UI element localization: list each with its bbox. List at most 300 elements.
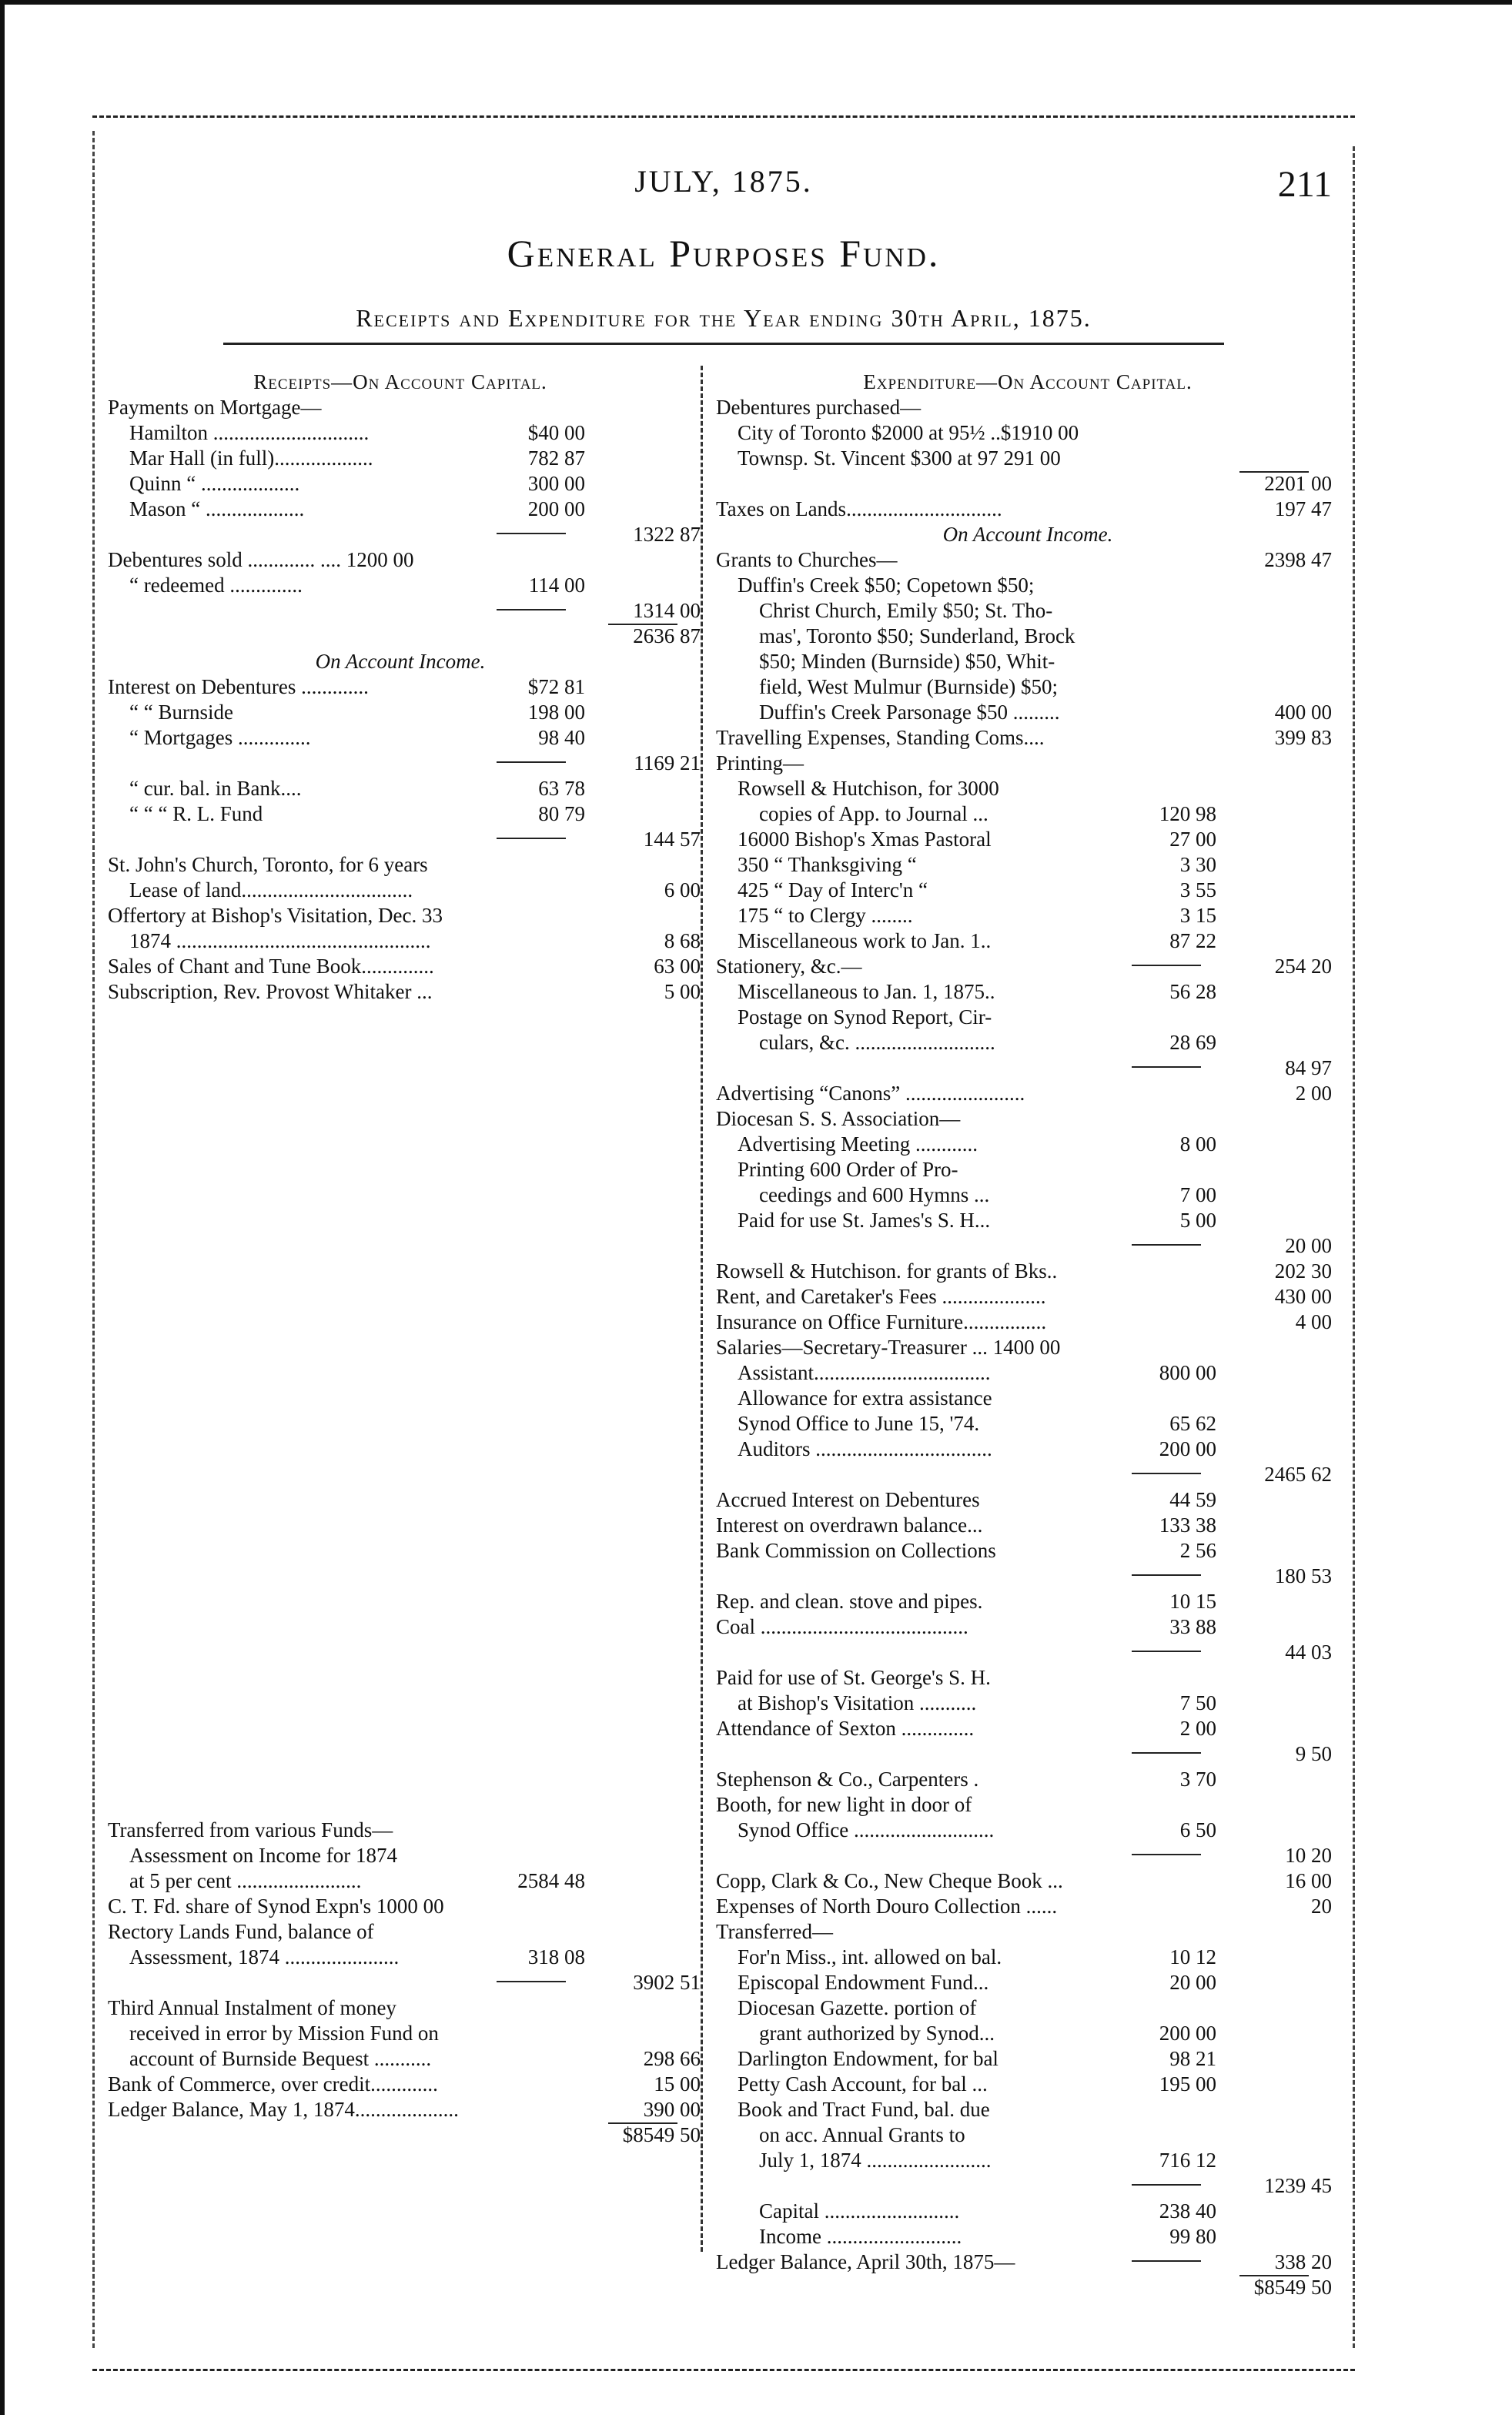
- receipt-entry: [108, 624, 701, 649]
- column-divider: [701, 366, 703, 2252]
- inner-amount: 2584 48: [517, 1869, 585, 1892]
- receipt-entry: [108, 497, 693, 522]
- entry-label: Interest on Debentures .............: [108, 675, 369, 698]
- page-subtitle: Receipts and Expenditure for the Year ending 30th April, 1875.: [356, 304, 1092, 332]
- entry-label: Paid for use St. James's S. H...: [738, 1209, 991, 1232]
- inner-amount: 8 00: [1179, 1132, 1216, 1156]
- entry-label: account of Burnside Bequest ...........: [129, 2047, 432, 2070]
- expenditure-entry: [716, 2173, 1340, 2199]
- outer-amount: 254 20: [1274, 955, 1332, 978]
- entry-label: Expenses of North Douro Collection ......: [716, 1895, 1058, 1918]
- outer-amount: $8549 50: [622, 2123, 701, 2146]
- entry-label: Darlington Endowment, for bal: [738, 2047, 999, 2070]
- expenditure-entry: [716, 573, 1340, 598]
- entry-label: Diocesan Gazette. portion of: [738, 1996, 977, 2019]
- inner-amount: $40 00: [527, 421, 585, 444]
- entry-label: Postage on Synod Report, Cir-: [738, 1005, 992, 1029]
- entry-label: For'n Miss., int. allowed on bal.: [738, 1945, 1002, 1968]
- left-border: [92, 131, 95, 2348]
- receipt-entry: [108, 573, 693, 598]
- entry-label: Episcopal Endowment Fund...: [738, 1971, 989, 1994]
- outer-amount: 180 53: [1274, 1564, 1332, 1587]
- outer-amount: 2398 47: [1264, 548, 1332, 571]
- entry-label: Third Annual Instalment of money: [108, 1996, 396, 2019]
- expenditure-entry: [716, 1868, 1340, 1894]
- expenditure-entry: [716, 1411, 1340, 1437]
- expenditure-entry: [716, 1513, 1340, 1538]
- outer-amount: 84 97: [1285, 1056, 1332, 1079]
- receipt-entry: [108, 1894, 693, 1919]
- inner-amount: 20 00: [1169, 1971, 1216, 1994]
- inner-amount: 318 08: [527, 1945, 585, 1968]
- inner-amount: 195 00: [1159, 2072, 1216, 2096]
- subtotal-rule: [1132, 1244, 1201, 1246]
- expenditure-entry: [716, 649, 1340, 674]
- expenditure-entry: [716, 852, 1340, 878]
- entry-label: Debentures purchased—: [716, 396, 922, 419]
- entry-label: at 5 per cent ........................: [129, 1869, 362, 1892]
- outer-amount: 144 57: [643, 828, 701, 851]
- outer-amount: 338 20: [1274, 2250, 1332, 2273]
- entry-label: Duffin's Creek Parsonage $50 .........: [759, 701, 1060, 724]
- outer-amount: 298 66: [643, 2047, 701, 2070]
- inner-amount: 7 00: [1179, 1183, 1216, 1206]
- entry-label: Ledger Balance, May 1, 1874....................: [108, 2098, 459, 2121]
- ledger-page: [92, 115, 1355, 2371]
- expenditure-entry: [716, 1182, 1340, 1208]
- expenditure-entry: [716, 827, 1340, 852]
- outer-amount: 2465 62: [1264, 1463, 1332, 1486]
- entry-label: $50; Minden (Burnside) $50, Whit-: [759, 650, 1055, 673]
- expenditure-entry: [716, 1030, 1340, 1055]
- scan-top-edge: [0, 0, 1512, 5]
- subtotal-rule: [1132, 2184, 1201, 2186]
- entry-label: on acc. Annual Grants to: [759, 2123, 965, 2146]
- entry-label: Rep. and clean. stove and pipes.: [716, 1590, 983, 1613]
- expenditure-entry: [716, 1894, 1340, 1919]
- expenditure-entry: [716, 1335, 1340, 1360]
- title-rule: [223, 343, 1224, 345]
- entry-label: Assistant..................................: [738, 1361, 991, 1384]
- expenditure-entry: [716, 547, 1340, 573]
- expenditure-entry: [716, 1665, 1340, 1691]
- expenditure-entry: [716, 2249, 1340, 2275]
- entry-label: “ cur. bal. in Bank....: [129, 777, 302, 800]
- subtotal-rule: [1132, 1854, 1201, 1855]
- outer-amount: 390 00: [643, 2098, 701, 2121]
- entry-label: Auditors ..................................: [738, 1437, 992, 1460]
- receipt-entry: [108, 2122, 701, 2148]
- entry-label: Paid for use of St. George's S. H.: [716, 1666, 991, 1689]
- entry-label: copies of App. to Journal ...: [759, 802, 988, 825]
- receipt-entry: [108, 827, 701, 852]
- inner-amount: 5 00: [1179, 1209, 1216, 1232]
- entry-label: mas', Toronto $50; Sunderland, Brock: [759, 624, 1075, 647]
- subtotal-rule: [1132, 1066, 1201, 1068]
- expenditure-entry: [716, 1487, 1340, 1513]
- entry-label: Townsp. St. Vincent $300 at 97 291 00: [738, 447, 1061, 470]
- subtotal-rule: [1132, 1752, 1201, 1754]
- outer-amount: 16 00: [1285, 1869, 1332, 1892]
- receipt-entry: [108, 674, 693, 700]
- subtotal-rule: [497, 761, 566, 763]
- entry-label: Copp, Clark & Co., New Cheque Book ...: [716, 1869, 1063, 1892]
- page-title: General Purposes Fund.: [507, 232, 941, 275]
- expenditure-entry: [716, 497, 1340, 522]
- entry-label: 16000 Bishop's Xmas Pastoral: [738, 828, 992, 851]
- entry-label: Interest on overdrawn balance...: [716, 1514, 983, 1537]
- entry-label: Book and Tract Fund, bal. due: [738, 2098, 990, 2121]
- inner-amount: 80 79: [538, 802, 585, 825]
- receipt-entry: [108, 649, 693, 674]
- inner-amount: 716 12: [1159, 2149, 1216, 2172]
- entry-label: Transferred—: [716, 1920, 833, 1943]
- expenditure-entry: [716, 903, 1340, 928]
- outer-amount: 202 30: [1274, 1259, 1332, 1283]
- scan-left-edge: [0, 0, 5, 2415]
- receipt-entry: [108, 1868, 693, 1894]
- expenditure-entry: [716, 1157, 1340, 1182]
- expenditure-entry: [716, 2072, 1340, 2097]
- inner-amount: 200 00: [1159, 1437, 1216, 1460]
- expenditure-entry: [716, 801, 1340, 827]
- outer-amount: 1314 00: [633, 599, 701, 622]
- expenditure-entry: [716, 1945, 1340, 1970]
- outer-amount: 20: [1311, 1895, 1332, 1918]
- inner-amount: 3 55: [1179, 878, 1216, 901]
- entry-label: Payments on Mortgage—: [108, 396, 322, 419]
- entry-label: Printing 600 Order of Pro-: [738, 1158, 958, 1181]
- expenditure-entry: [716, 2021, 1340, 2046]
- inner-amount: 6 50: [1179, 1818, 1216, 1841]
- inner-amount: 7 50: [1179, 1691, 1216, 1714]
- outer-amount: $8549 50: [1253, 2276, 1332, 2299]
- expenditure-entry: [716, 1538, 1340, 1564]
- inner-amount: 238 40: [1159, 2199, 1216, 2223]
- inner-amount: 200 00: [527, 497, 585, 520]
- bottom-rule: [92, 2369, 1355, 2371]
- entry-label: Printing—: [716, 751, 805, 774]
- entry-label: Accrued Interest on Debentures: [716, 1488, 980, 1511]
- section-heading: Receipts—On Account Capital.: [253, 370, 547, 393]
- inner-amount: 114 00: [528, 574, 585, 597]
- receipt-entry: [108, 954, 701, 979]
- entry-label: Bank of Commerce, over credit.............: [108, 2072, 438, 2096]
- inner-amount: 133 38: [1159, 1514, 1216, 1537]
- outer-amount: 197 47: [1274, 497, 1332, 520]
- entry-label: Duffin's Creek $50; Copetown $50;: [738, 574, 1035, 597]
- expenditure-entry: [716, 1691, 1340, 1716]
- subtotal-rule: [1132, 965, 1201, 966]
- subsection-heading: On Account Income.: [942, 523, 1113, 546]
- subtotal-rule: [1132, 1574, 1201, 1576]
- entry-label: “ “ “ R. L. Fund: [129, 802, 263, 825]
- header-month: JULY, 1875.: [634, 164, 813, 199]
- outer-amount: 10 20: [1285, 1844, 1332, 1867]
- inner-amount: 200 00: [1159, 2022, 1216, 2045]
- inner-amount: 782 87: [527, 447, 585, 470]
- outer-amount: 399 83: [1274, 726, 1332, 749]
- entry-label: Rowsell & Hutchison. for grants of Bks..: [716, 1259, 1058, 1283]
- entry-label: Grants to Churches—: [716, 548, 898, 571]
- expenditure-entry: [716, 1081, 1340, 1106]
- inner-amount: 2 00: [1179, 1717, 1216, 1740]
- receipt-entry: [108, 1970, 701, 1995]
- outer-amount: 3902 51: [633, 1971, 701, 1994]
- outer-amount: 44 03: [1285, 1641, 1332, 1664]
- expenditure-entry: [716, 1208, 1340, 1233]
- receipt-entry: [108, 471, 693, 497]
- expenditure-entry: [716, 2275, 1340, 2300]
- receipt-entry: [108, 522, 701, 547]
- expenditure-entry: [716, 1310, 1340, 1335]
- outer-amount: 8 68: [664, 929, 701, 952]
- inner-amount: 63 78: [538, 777, 585, 800]
- entry-label: Stationery, &c.—: [716, 955, 862, 978]
- outer-amount: 6 00: [664, 878, 701, 901]
- page-number: 211: [1277, 164, 1332, 205]
- expenditure-entry: [716, 1843, 1340, 1868]
- outer-amount: 9 50: [1295, 1742, 1332, 1765]
- entry-label: Allowance for extra assistance: [738, 1386, 992, 1410]
- receipt-entry: [108, 1945, 693, 1970]
- entry-label: “ “ Burnside: [129, 701, 233, 724]
- receipts-column: [108, 370, 701, 2148]
- receipt-entry: [108, 1818, 693, 1843]
- outer-amount: 20 00: [1285, 1234, 1332, 1257]
- subtotal-rule: [1132, 1651, 1201, 1652]
- expenditure-entry: [716, 2097, 1340, 2122]
- expenditure-entry: [716, 446, 1340, 471]
- receipt-entry: [108, 1995, 693, 2021]
- inner-amount: 28 69: [1169, 1031, 1216, 1054]
- expenditure-entry: [716, 2224, 1340, 2249]
- expenditure-entry: [716, 1792, 1340, 1818]
- inner-amount: 44 59: [1169, 1488, 1216, 1511]
- page-header: [92, 163, 1355, 209]
- expenditure-entry: [716, 1767, 1340, 1792]
- receipt-entry: [108, 878, 701, 903]
- entry-label: ceedings and 600 Hymns ...: [759, 1183, 990, 1206]
- inner-amount: 3 30: [1179, 853, 1216, 876]
- inner-amount: 2 56: [1179, 1539, 1216, 1562]
- expenditure-entry: [716, 878, 1340, 903]
- inner-amount: 65 62: [1169, 1412, 1216, 1435]
- entry-label: Insurance on Office Furniture................: [716, 1310, 1047, 1333]
- outer-amount: 63 00: [654, 955, 701, 978]
- expenditure-entry: [716, 1818, 1340, 1843]
- expenditure-entry: [716, 776, 1340, 801]
- expenditure-entry: [716, 2148, 1340, 2173]
- subtotal-rule: [1132, 1473, 1201, 1474]
- expenditure-entry: [716, 1716, 1340, 1741]
- entry-label: field, West Mulmur (Burnside) $50;: [759, 675, 1059, 698]
- expenditure-entry: [716, 522, 1340, 547]
- entry-label: Income ..........................: [759, 2225, 962, 2248]
- entry-label: Rectory Lands Fund, balance of: [108, 1920, 374, 1943]
- expenditure-entry: [716, 1437, 1340, 1462]
- entry-label: Transferred from various Funds—: [108, 1818, 393, 1841]
- entry-label: 425 “ Day of Interc'n “: [738, 878, 928, 901]
- outer-amount: 5 00: [664, 980, 701, 1003]
- inner-amount: 87 22: [1169, 929, 1216, 952]
- blank-space: [108, 1005, 693, 1818]
- subtotal-rule: [497, 533, 566, 534]
- entry-label: Assessment, 1874 ......................: [129, 1945, 400, 1968]
- inner-amount: 98 21: [1169, 2047, 1216, 2070]
- subtotal-rule: [1132, 2260, 1201, 2262]
- expenditure-entry: [716, 1106, 1340, 1132]
- expenditure-entry: [716, 928, 1340, 954]
- entry-label: Synod Office ...........................: [738, 1818, 995, 1841]
- receipt-entry: [108, 598, 701, 624]
- receipt-entry: [108, 751, 701, 776]
- expenditure-entry: [716, 395, 1340, 420]
- inner-amount: 3 15: [1179, 904, 1216, 927]
- receipt-entry: [108, 903, 693, 928]
- expenditure-entry: [716, 1132, 1340, 1157]
- entry-label: grant authorized by Synod...: [759, 2022, 995, 2045]
- entry-label: 350 “ Thanksgiving “: [738, 853, 917, 876]
- receipt-entry: [108, 370, 693, 395]
- subtotal-rule: [497, 838, 566, 839]
- outer-amount: 1322 87: [633, 523, 701, 546]
- outer-amount: 1239 45: [1264, 2174, 1332, 2197]
- inner-amount: 98 40: [538, 726, 585, 749]
- outer-amount: 2 00: [1295, 1082, 1332, 1105]
- inner-amount: 3 70: [1179, 1768, 1216, 1791]
- expenditure-entry: [716, 700, 1340, 725]
- outer-amount: 15 00: [654, 2072, 701, 2096]
- entry-label: “ redeemed ..............: [129, 574, 303, 597]
- right-border: [1353, 146, 1355, 2348]
- expenditure-entry: [716, 420, 1340, 446]
- receipt-entry: [108, 1843, 693, 1868]
- inner-amount: 27 00: [1169, 828, 1216, 851]
- top-rule: [92, 115, 1355, 118]
- entry-label: Mason “ ...................: [129, 497, 305, 520]
- entry-label: Salaries—Secretary-Treasurer ... 1400 00: [716, 1336, 1061, 1359]
- entry-label: Diocesan S. S. Association—: [716, 1107, 961, 1130]
- expenditure-entry: [716, 674, 1340, 700]
- inner-amount: 56 28: [1169, 980, 1216, 1003]
- entry-label: Miscellaneous work to Jan. 1..: [738, 929, 992, 952]
- expenditure-entry: [716, 1995, 1340, 2021]
- expenditure-entry: [716, 2199, 1340, 2224]
- expenditure-entry: [716, 1005, 1340, 1030]
- expenditure-entry: [716, 1259, 1340, 1284]
- expenditure-entry: [716, 1640, 1340, 1665]
- expenditure-entry: [716, 725, 1340, 751]
- entry-label: Stephenson & Co., Carpenters .: [716, 1768, 979, 1791]
- entry-label: City of Toronto $2000 at 95½ ..$1910 00: [738, 421, 1079, 444]
- entry-label: 175 “ to Clergy ........: [738, 904, 913, 927]
- entry-label: Capital ..........................: [759, 2199, 960, 2223]
- subtotal-rule: [497, 1981, 566, 1982]
- entry-label: Rent, and Caretaker's Fees ....................: [716, 1285, 1046, 1308]
- entry-label: Offertory at Bishop's Visitation, Dec. 33: [108, 904, 443, 927]
- expenditure-entry: [716, 370, 1340, 395]
- expenditure-entry: [716, 2046, 1340, 2072]
- expenditure-entry: [716, 1055, 1340, 1081]
- receipt-entry: [108, 928, 701, 954]
- inner-amount: 10 12: [1169, 1945, 1216, 1968]
- entry-label: Travelling Expenses, Standing Coms....: [716, 726, 1045, 749]
- entry-label: Synod Office to June 15, '74.: [738, 1412, 980, 1435]
- receipt-entry: [108, 2097, 701, 2122]
- entry-label: C. T. Fd. share of Synod Expn's 1000 00: [108, 1895, 444, 1918]
- entry-label: Advertising “Canons” .......................: [716, 1082, 1025, 1105]
- receipt-entry: [108, 776, 693, 801]
- receipt-entry: [108, 547, 693, 573]
- expenditure-entry: [716, 1589, 1340, 1614]
- outer-amount: 2201 00: [1264, 472, 1332, 495]
- outer-amount: 400 00: [1274, 701, 1332, 724]
- inner-amount: 800 00: [1159, 1361, 1216, 1384]
- entry-label: Coal ........................................: [716, 1615, 968, 1638]
- subtotal-rule: [497, 609, 566, 610]
- receipt-entry: [108, 700, 693, 725]
- expenditure-entry: [716, 979, 1340, 1005]
- expenditure-entry: [716, 471, 1340, 497]
- entry-label: Sales of Chant and Tune Book..............: [108, 955, 434, 978]
- expenditure-entry: [716, 1284, 1340, 1310]
- receipt-entry: [108, 2072, 701, 2097]
- subsection-heading: On Account Income.: [315, 650, 486, 673]
- entry-label: Advertising Meeting ............: [738, 1132, 978, 1156]
- expenditure-entry: [716, 751, 1340, 776]
- section-heading: Expenditure—On Account Capital.: [863, 370, 1193, 393]
- expenditure-entry: [716, 598, 1340, 624]
- entry-label: Booth, for new light in door of: [716, 1793, 972, 1816]
- outer-amount: 430 00: [1274, 1285, 1332, 1308]
- expenditure-entry: [716, 1919, 1340, 1945]
- entry-label: Christ Church, Emily $50; St. Tho-: [759, 599, 1053, 622]
- expenditure-entry: [716, 1233, 1340, 1259]
- entry-label: Hamilton ..............................: [129, 421, 370, 444]
- entry-label: Quinn “ ...................: [129, 472, 300, 495]
- entry-label: Attendance of Sexton ..............: [716, 1717, 975, 1740]
- receipt-entry: [108, 420, 693, 446]
- entry-label: at Bishop's Visitation ...........: [738, 1691, 977, 1714]
- receipt-entry: [108, 2046, 701, 2072]
- receipt-entry: [108, 446, 693, 471]
- entry-label: Ledger Balance, April 30th, 1875—: [716, 2250, 1015, 2273]
- receipt-entry: [108, 2021, 693, 2046]
- expenditure-entry: [716, 624, 1340, 649]
- inner-amount: 198 00: [527, 701, 585, 724]
- entry-label: Rowsell & Hutchison, for 3000: [738, 777, 999, 800]
- entry-label: Debentures sold ............. .... 1200 00: [108, 548, 414, 571]
- expenditure-entry: [716, 1614, 1340, 1640]
- expenditure-entry: [716, 1386, 1340, 1411]
- entry-label: “ Mortgages ..............: [129, 726, 311, 749]
- entry-label: Mar Hall (in full)...................: [129, 447, 373, 470]
- inner-amount: 120 98: [1159, 802, 1216, 825]
- expenditure-entry: [716, 1741, 1340, 1767]
- inner-amount: 300 00: [527, 472, 585, 495]
- outer-amount: 4 00: [1295, 1310, 1332, 1333]
- outer-amount: 1169 21: [634, 751, 701, 774]
- expenditure-column: [716, 370, 1340, 2300]
- inner-amount: 10 15: [1169, 1590, 1216, 1613]
- receipt-entry: [108, 725, 693, 751]
- entry-label: received in error by Mission Fund on: [129, 2022, 439, 2045]
- inner-amount: $72 81: [527, 675, 585, 698]
- entry-label: Miscellaneous to Jan. 1, 1875..: [738, 980, 995, 1003]
- inner-amount: 33 88: [1169, 1615, 1216, 1638]
- receipt-entry: [108, 1919, 693, 1945]
